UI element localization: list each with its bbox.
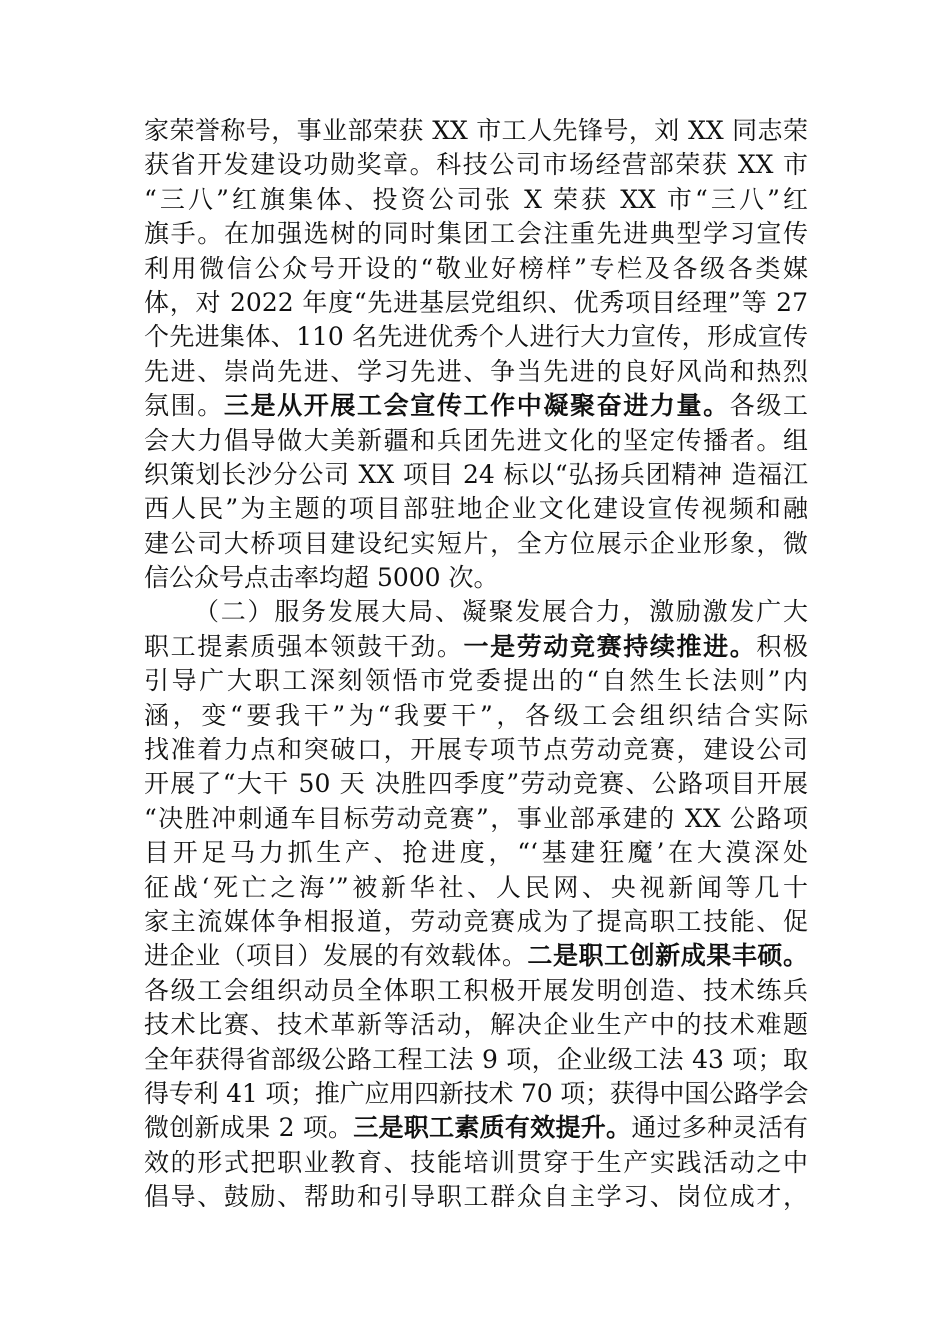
text-line: 信公众号点击率均超 5000 次。 (144, 563, 499, 593)
section-heading-line: （二）服务发展大局、凝聚发展合力，激励激发广大 (194, 597, 808, 627)
text-line: 全年获得省部级公路工程工法 9 项，企业级工法 43 项；取 (144, 1044, 808, 1074)
bold-heading: 一是劳动竞赛持续推进。 (463, 631, 757, 661)
text-line: 引导广大职工深刻领悟市党委提出的“自然生长法则”内 (144, 666, 808, 696)
bold-heading: 三是职工素质有效提升。 (353, 1113, 632, 1143)
text-line: 先进、崇尚先进、学习先进、争当先进的良好风尚和热烈 (144, 356, 808, 386)
text-line: 目开足马力抓生产、抢进度，“‘基建狂魔’在大漠深处 (144, 838, 808, 868)
text-line: 氛围。三是从开展工会宣传工作中凝聚奋进力量。各级工 (144, 391, 808, 421)
text-line: 利用微信公众号开设的“敬业好榜样”专栏及各级各类媒 (144, 253, 808, 283)
text-line: 家荣誉称号，事业部荣获 XX 市工人先锋号，刘 XX 同志荣 (144, 116, 808, 145)
body-text (144, 114, 808, 1215)
text-line: 技术比赛、技术革新等活动，解决企业生产中的技术难题 (144, 1010, 808, 1040)
text-line: 旗手。在加强选树的同时集团工会注重先进典型学习宣传 (144, 219, 808, 249)
text-line: 得专利 41 项；推广应用四新技术 70 项；获得中国公路学会 (144, 1078, 808, 1108)
text-line: 征战‘死亡之海’”被新华社、人民网、央视新闻等几十 (144, 872, 808, 902)
text-line: 获省开发建设功勋奖章。科技公司市场经营部荣获 XX 市 (144, 150, 808, 180)
text-line: 会大力倡导做大美新疆和兵团先进文化的坚定传播者。组 (144, 425, 808, 455)
text-line: 进企业（项目）发展的有效载体。二是职工创新成果丰硕。 (144, 941, 808, 971)
text-line: 西人民”为主题的项目部驻地企业文化建设宣传视频和融 (144, 494, 808, 524)
text-line: “决胜冲刺通车目标劳动竞赛”，事业部承建的 XX 公路项 (144, 803, 808, 833)
text-line: 找准着力点和突破口，开展专项节点劳动竞赛，建设公司 (144, 735, 808, 765)
text-line: 倡导、鼓励、帮助和引导职工群众自主学习、岗位成才， (144, 1182, 808, 1212)
text-line: “三八”红旗集体、投资公司张 X 荣获 XX 市“三八”红 (144, 184, 808, 214)
text-line: 家主流媒体争相报道，劳动竞赛成为了提高职工技能、促 (144, 906, 808, 936)
text-line: 各级工会组织动员全体职工积极开展发明创造、技术练兵 (144, 975, 808, 1005)
text-line: 开展了“大干 50 天 决胜四季度”劳动竞赛、公路项目开展 (144, 769, 808, 799)
bold-heading: 二是职工创新成果丰硕。 (527, 941, 808, 971)
text-line: 微创新成果 2 项。三是职工素质有效提升。通过多种灵活有 (144, 1113, 808, 1143)
text-line: 织策划长沙分公司 XX 项目 24 标以“弘扬兵团精神 造福江 (144, 459, 808, 489)
text-line: 职工提素质强本领鼓干劲。一是劳动竞赛持续推进。积极 (144, 631, 808, 661)
text-line: 涵，变“要我干”为“我要干”，各级工会组织结合实际 (144, 700, 808, 730)
bold-heading: 三是从开展工会宣传工作中凝聚奋进力量。 (223, 391, 730, 421)
text-line: 个先进集体、110 名先进优秀个人进行大力宣传，形成宣传 (144, 322, 808, 352)
text-line: 体，对 2022 年度“先进基层党组织、优秀项目经理”等 27 (144, 287, 808, 317)
text-line: 效的形式把职业教育、技能培训贯穿于生产实践活动之中 (144, 1147, 808, 1177)
text-line: 建公司大桥项目建设纪实短片，全方位展示企业形象，微 (144, 528, 808, 558)
